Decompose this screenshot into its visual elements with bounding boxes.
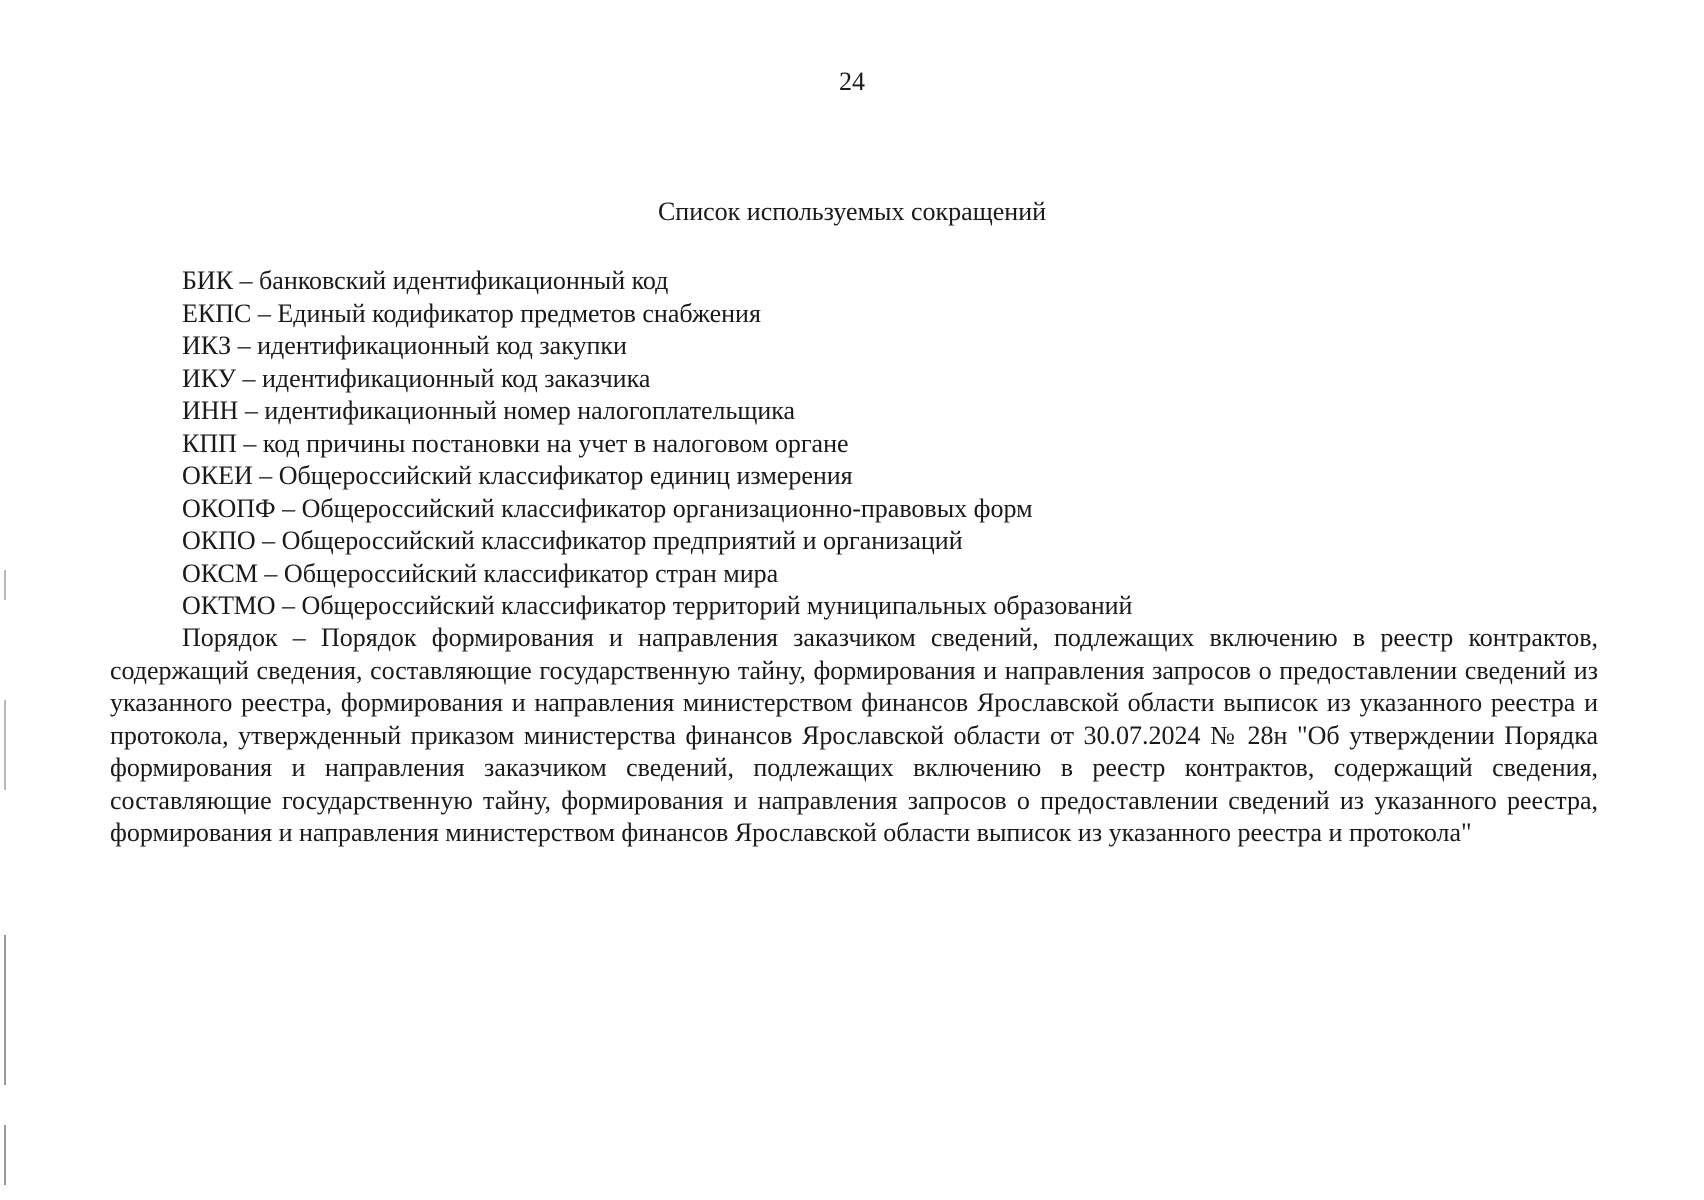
- page-number: 24: [839, 67, 865, 96]
- abbreviation-item: ЕКПС – Единый кодификатор предметов снабжения: [182, 298, 761, 328]
- scan-artifact: [4, 700, 6, 790]
- scan-artifact: [4, 1125, 6, 1185]
- abbreviation-list: [182, 265, 1602, 623]
- abbreviation-item: КПП – код причины постановки на учет в налоговом органе: [182, 428, 849, 458]
- abbreviation-item: ОКОПФ – Общероссийский классификатор организационно-правовых форм: [182, 493, 1033, 523]
- abbreviation-item: ИНН – идентификационный номер налогоплательщика: [182, 396, 796, 425]
- abbreviation-item: ИКУ – идентификационный код заказчика: [182, 363, 651, 393]
- section-title: Список используемых сокращений: [657, 197, 1047, 226]
- scan-artifact: [4, 570, 6, 600]
- abbreviation-item: ИКЗ – идентификационный код закупки: [182, 331, 627, 360]
- abbreviation-item: ОКТМО – Общероссийский классификатор территорий муниципальных образований: [182, 591, 1133, 620]
- abbreviation-item: ОКСМ – Общероссийский классификатор стран мира: [182, 558, 779, 588]
- scan-artifact: [4, 935, 6, 1085]
- abbreviation-item: ОКПО – Общероссийский классификатор предприятий и организаций: [182, 526, 963, 555]
- abbreviation-item: БИК – банковский идентификационный код: [182, 266, 669, 295]
- abbreviation-item: ОКЕИ – Общероссийский классификатор единиц измерения: [182, 461, 853, 490]
- order-definition-paragraph: Порядок – Порядок формирования и направления заказчиком сведений, подлежащих включению в реестр контрактов, содержащий сведения, составляющие государственную тайну, формирования и направления запросов о предоставлении сведений из указанного реестра, формирования и направления министерством финансов Ярославской области выписок из указанного реестра и протокола, утвержденный приказом министерства финансов Ярославской области от 30.07.2024 № 28н "Об утверждении Порядка формирования и направления заказчиком сведений, подлежащих включению в реестр контрактов, содержащий сведения, составляющие государственную тайну, формирования и направления запросов о предоставлении сведений из указанного реестра, формирования и направления министерством финансов Ярославской области выписок из указанного реестра и протокола": [110, 623, 1598, 847]
